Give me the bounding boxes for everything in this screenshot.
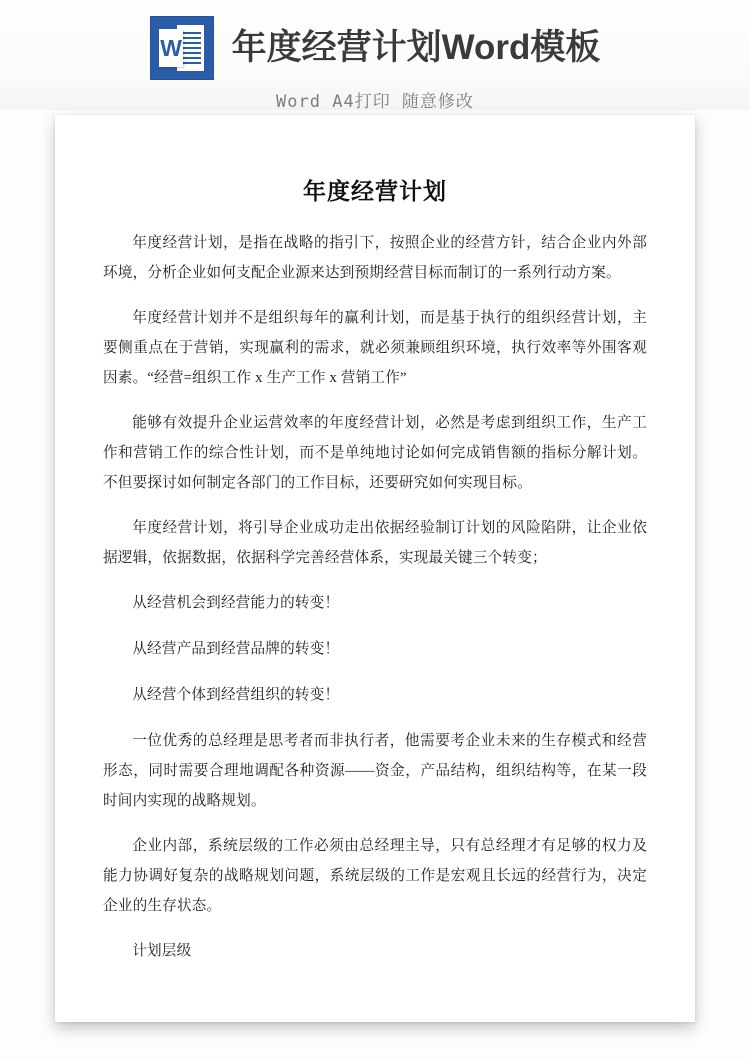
- document-paragraph: 能够有效提升企业运营效率的年度经营计划，必然是考虑到组织工作，生产工作和营销工作的综合性计划，而不是单纯地讨论如何完成销售额的指标分解计划。不但要探讨如何制定各部门的工作目标，还要研究如何实现目标。: [103, 415, 647, 491]
- document-paragraph: 从经营产品到经营品牌的转变！: [132, 641, 340, 657]
- document-paragraph: 年度经营计划，将引导企业成功走出依据经验制订计划的风险陷阱，让企业依据逻辑，依据数据，依据科学完善经营体系，实现最关键三个转变；: [103, 520, 647, 566]
- word-app-icon: [150, 16, 214, 80]
- word-icon-letter: W: [160, 35, 181, 61]
- document-paragraph: 计划层级: [132, 943, 192, 959]
- document-paragraph: 从经营机会到经营能力的转变！: [132, 595, 340, 611]
- document-page: [55, 115, 695, 1022]
- header-banner: [0, 0, 750, 110]
- document-paragraph: 企业内部，系统层级的工作必须由总经理主导，只有总经理才有足够的权力及能力协调好复杂的战略规划问题，系统层级的工作是宏观且长远的经营行为，决定企业的生存状态。: [103, 838, 647, 914]
- document-paragraph: 年度经营计划并不是组织每年的赢利计划，而是基于执行的组织经营计划，主要侧重点在于营销，实现赢利的需求，就必须兼顾组织环境，执行效率等外围客观因素。“经营=组织工作 x 生产工作 x 营销工作”: [103, 310, 647, 386]
- page-subtitle: Word A4打印 随意修改: [276, 92, 474, 112]
- document-paragraph: 一位优秀的总经理是思考者而非执行者，他需要考企业未来的生存模式和经营形态，同时需要合理地调配各种资源——资金，产品结构，组织结构等，在某一段时间内实现的战略规划。: [103, 733, 647, 809]
- header-title-row: [0, 16, 750, 80]
- document-heading: 年度经营计划: [303, 179, 447, 204]
- document-paragraph: 年度经营计划，是指在战略的指引下，按照企业的经营方针，结合企业内外部环境，分析企业如何支配企业源来达到预期经营目标而制订的一系列行动方案。: [103, 235, 647, 281]
- document-body: [103, 173, 647, 966]
- document-paragraph: 从经营个体到经营组织的转变！: [132, 687, 340, 703]
- page-title: 年度经营计划Word模板: [231, 27, 601, 67]
